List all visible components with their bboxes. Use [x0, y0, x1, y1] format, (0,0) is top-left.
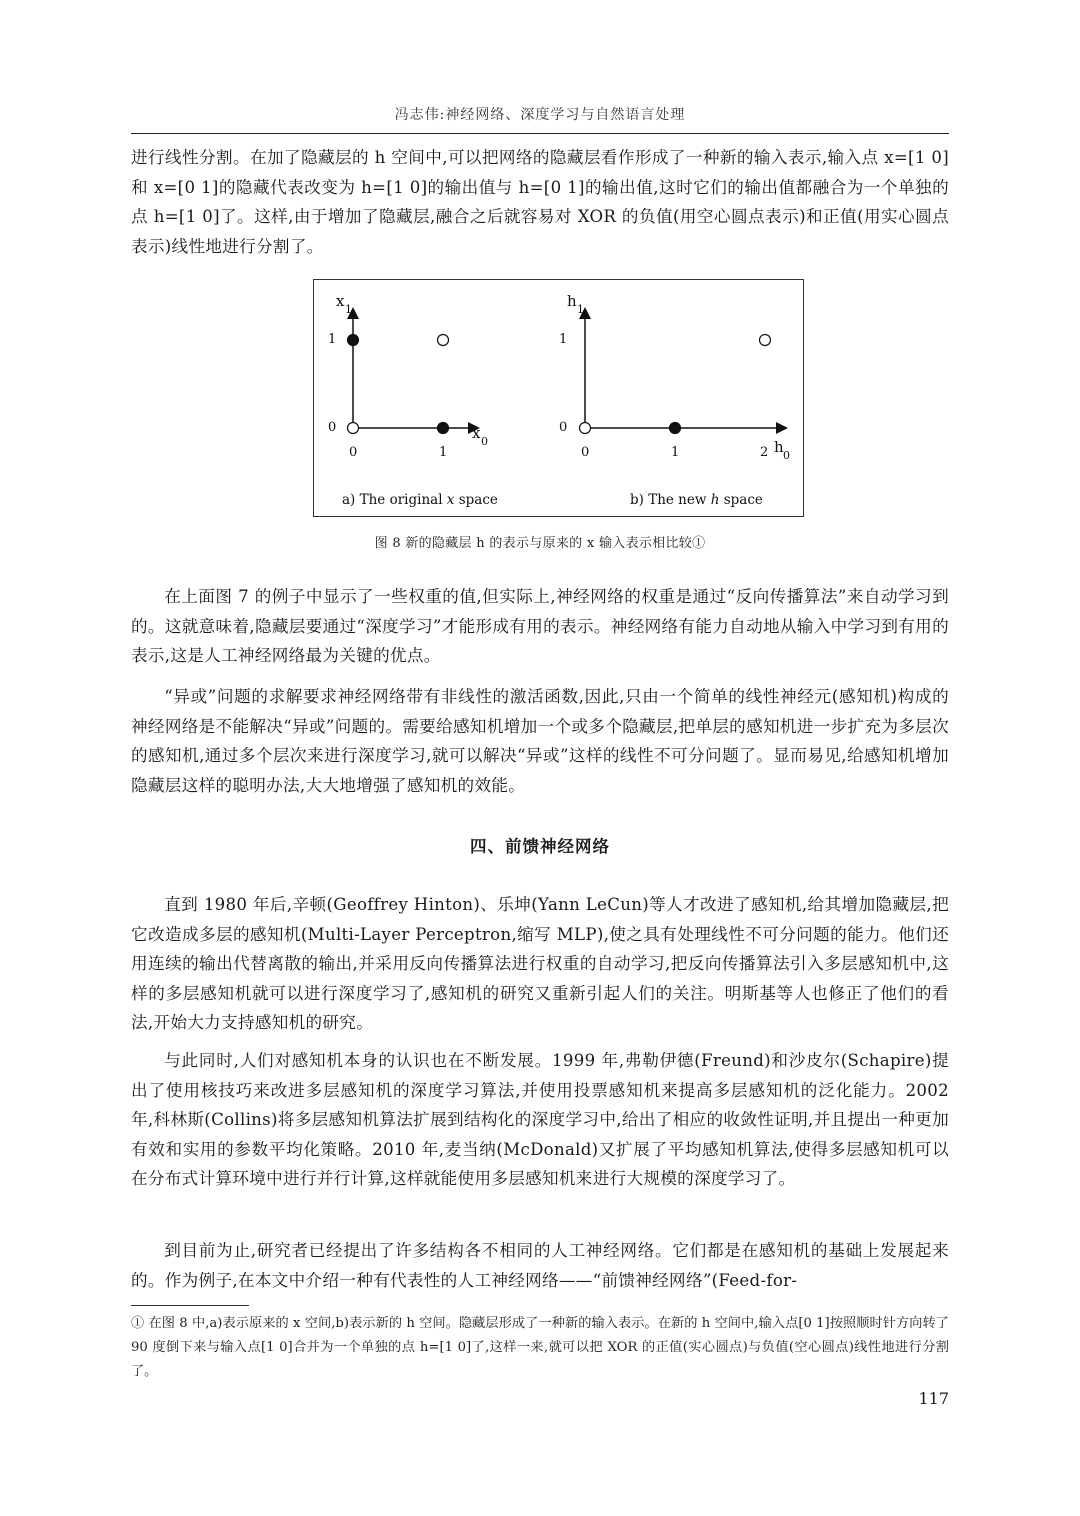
right-x-label-sub: 0 — [783, 449, 790, 462]
header-rule — [131, 133, 949, 134]
right-x-label: h — [774, 438, 784, 456]
paragraph-1: 进行线性分割。在加了隐藏层的 h 空间中,可以把网络的隐藏层看作形成了一种新的输入表示,输入点 x=[1 0]和 x=[0 1]的隐藏代表改变为 h=[1 0]的输出值与 h=[0 1]的输出值,这时它们的输出值都融合为一个单独的点 h=[1 0]了。这样,由于增加了隐藏层,融合之后就容易对 XOR 的负值(用空心圆点表示)和正值(用实心圆点表示)线性地进行分割了。 — [131, 148, 949, 256]
right-x-tick-1: 1 — [671, 445, 680, 460]
left-x-label: x — [472, 424, 481, 442]
figure-8-svg — [314, 280, 805, 518]
left-point-1-1-open — [438, 335, 449, 346]
paragraph-3: “异或”问题的求解要求神经网络带有非线性的激活函数,因此,只由一个简单的线性神经元(感知机)构成的神经网络是不能解决“异或”问题的。需要给感知机增加一个或多个隐藏层,把单层的感知机进一步扩充为多层次的感知机,通过多个层次来进行深度学习,就可以解决“异或”这样的线性不可分问题了。显而易见,给感知机增加隐藏层这样的聪明办法,大大地增强了感知机的效能。 — [131, 687, 949, 795]
paragraph-5: 与此同时,人们对感知机本身的认识也在不断发展。1999 年,弗勒伊德(Freund)和沙皮尔(Schapire)提出了使用核技巧来改进多层感知机的深度学习算法,并使用投票感知机来提高多层感知机的泛化能力。2002 年,科林斯(Collins)将多层感知机算法扩展到结构化的深度学习中,给出了相应的收敛性证明,并且提出一种更加有效和实用的参数平均化策略。2010 年,麦当纳(McDonald)又扩展了平均感知机算法,使得多层感知机可以在分布式计算环境中进行并行计算,这样就能使用多层感知机来进行大规模的深度学习了。 — [131, 1051, 949, 1189]
left-y-tick-1: 1 — [328, 332, 337, 347]
left-y-tick-0: 0 — [328, 420, 337, 435]
left-x-tick-1: 1 — [439, 445, 448, 460]
right-x-tick-0: 0 — [581, 445, 590, 460]
running-header: 冯志伟:神经网络、深度学习与自然语言处理 — [394, 107, 686, 123]
right-panel — [559, 292, 790, 508]
left-point-0-0-open — [348, 423, 359, 434]
left-point-0-1-filled — [348, 335, 359, 346]
right-point-2-1-open — [760, 335, 771, 346]
paragraph-2: 在上面图 7 的例子中显示了一些权重的值,但实际上,神经网络的权重是通过“反向传播算法”来自动学习到的。这就意味着,隐藏层要通过“深度学习”才能形成有用的表示。神经网络有能力自动地从输入中学习到有用的表示,这是人工神经网络最为关键的优点。 — [131, 587, 949, 666]
right-y-tick-0: 0 — [559, 420, 568, 435]
right-y-label-sub: 1 — [577, 303, 584, 316]
right-point-1-0-filled — [670, 423, 681, 434]
section-heading: 四、前馈神经网络 — [470, 837, 610, 856]
left-point-1-0-filled — [438, 423, 449, 434]
left-panel-caption: a) The original x space — [342, 492, 498, 508]
right-x-tick-2: 2 — [760, 445, 769, 460]
footnote: ① 在图 8 中,a)表示原来的 x 空间,b)表示新的 h 空间。隐藏层形成了一种新的输入表示。在新的 h 空间中,输入点[0 1]按照顺时针方向转了 90 度倒下来与输入点[1 0]合并为一个单独的点 h=[1 0]了,这样一来,就可以把 XOR 的正值(实心圆点)与负值(空心圆点)线性地进行分割了。 — [131, 1316, 949, 1379]
left-y-label-sub: 1 — [345, 303, 352, 316]
right-y-tick-1: 1 — [559, 332, 568, 347]
right-panel-caption: b) The new h space — [630, 492, 763, 508]
paragraph-6: 到目前为止,研究者已经提出了许多结构各不相同的人工神经网络。它们都是在感知机的基础上发展起来的。作为例子,在本文中介绍一种有代表性的人工神经网络——“前馈神经网络”(Feed-for- — [131, 1241, 949, 1290]
left-x-label-sub: 0 — [481, 435, 488, 448]
left-panel — [328, 292, 498, 508]
right-point-0-0-open — [580, 423, 591, 434]
page-number: 117 — [918, 1389, 949, 1408]
figure-caption: 图 8 新的隐藏层 h 的表示与原来的 x 输入表示相比较① — [374, 536, 706, 551]
left-y-label: x — [336, 292, 345, 310]
left-x-tick-0: 0 — [349, 445, 358, 460]
right-y-label: h — [567, 292, 577, 310]
figure-8 — [313, 279, 804, 517]
footnote-rule — [131, 1305, 249, 1306]
paragraph-4: 直到 1980 年后,辛顿(Geoffrey Hinton)、乐坤(Yann LeCun)等人才改进了感知机,给其增加隐藏层,把它改造成多层的感知机(Multi-Layer Perceptron,缩写 MLP),使之具有处理线性不可分问题的能力。他们还用连续的输出代替离散的输出,并采用反向传播算法进行权重的自动学习,把反向传播算法引入多层感知机中,这样的多层感知机就可以进行深度学习了,感知机的研究又重新引起人们的关注。明斯基等人也修正了他们的看法,开始大力支持感知机的研究。 — [131, 895, 949, 1033]
